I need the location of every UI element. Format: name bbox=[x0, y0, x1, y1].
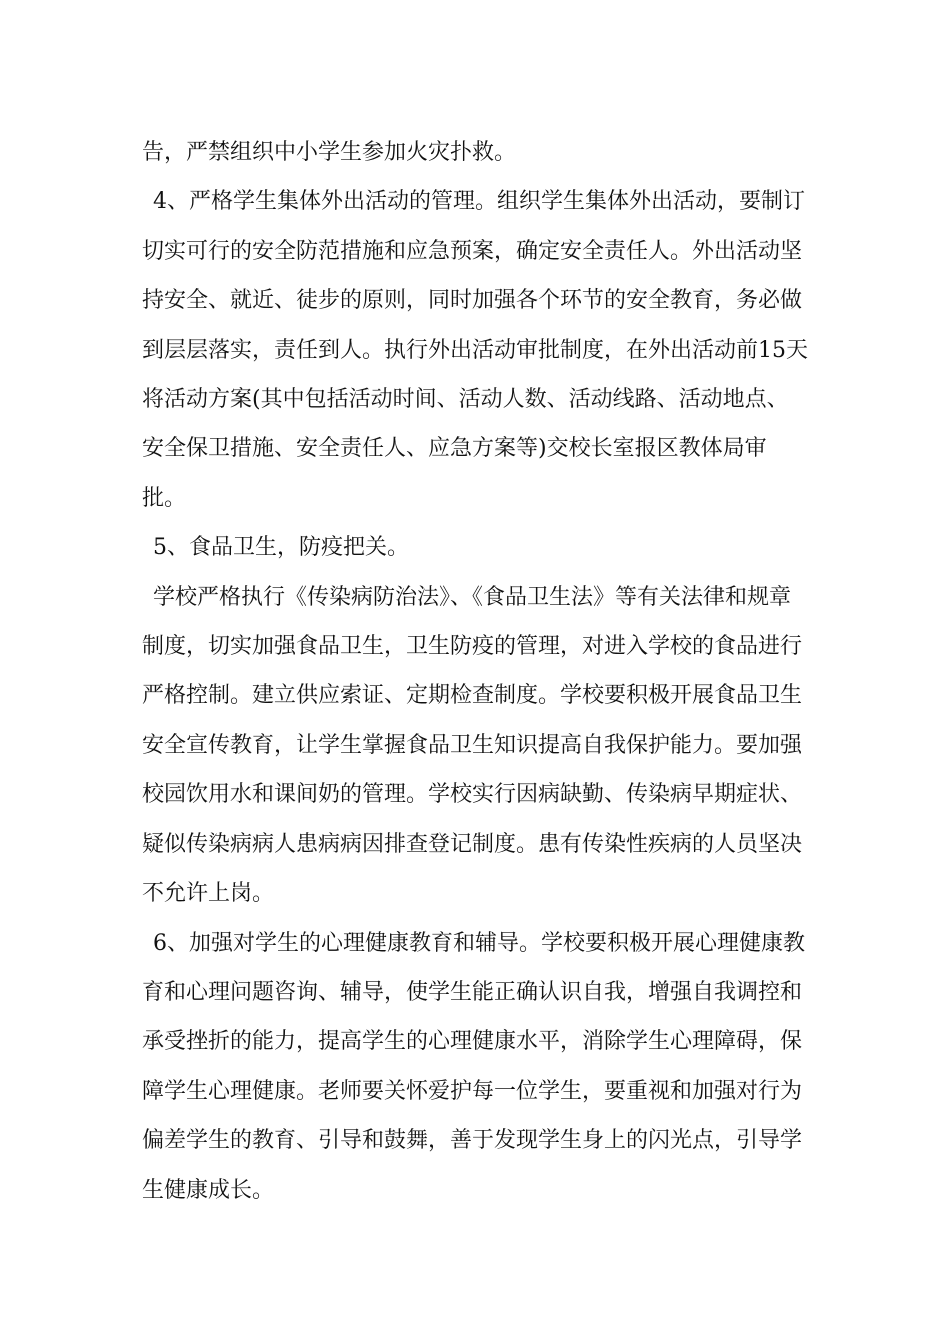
paragraph-item-5-heading: 5、食品卫生，防疫把关。 bbox=[153, 535, 409, 561]
paragraph-item-4: 4、严格学生集体外出活动的管理。组织学生集体外出活动，要制订切实可行的安全防范措施和应急预案，确定安全责任人。外出活动坚持安全、就近、徒步的原则，同时加强各个环节的安全教育，务必做到层层落实，责任到人。执行外出活动审批制度，在外出活动前15天将活动方案(其中包括活动时间、活动人数、活动线路、活动地点、安全保卫措施、安全责任人、应急方案等)交校长室报区教体局审批。 bbox=[142, 189, 808, 511]
paragraph-continuation: 告，严禁组织中小学生参加火灾扑救。 bbox=[142, 140, 517, 165]
document-body bbox=[142, 128, 810, 1215]
paragraph-food-hygiene: 学校严格执行《传染病防治法》、《食品卫生法》等有关法律和规章制度，切实加强食品卫生，卫生防疫的管理，对进入学校的食品进行严格控制。建立供应索证、定期检查制度。学校要积极开展食品卫生安全宣传教育，让学生掌握食品卫生知识提高自我保护能力。要加强校园饮用水和课间奶的管理。学校实行因病缺勤、传染病早期症状、疑似传染病病人患病病因排查登记制度。患有传染性疾病的人员坚决不允许上岗。 bbox=[142, 584, 803, 907]
paragraph-item-6: 6、加强对学生的心理健康教育和辅导。学校要积极开展心理健康教育和心理问题咨询、辅导，使学生能正确认识自我，增强自我调控和承受挫折的能力，提高学生的心理健康水平，消除学生心理障碍，保障学生心理健康。老师要关怀爱护每一位学生，要重视和加强对行为偏差学生的教育、引导和鼓舞，善于发现学生身上的闪光点，引导学生健康成长。 bbox=[142, 930, 805, 1203]
